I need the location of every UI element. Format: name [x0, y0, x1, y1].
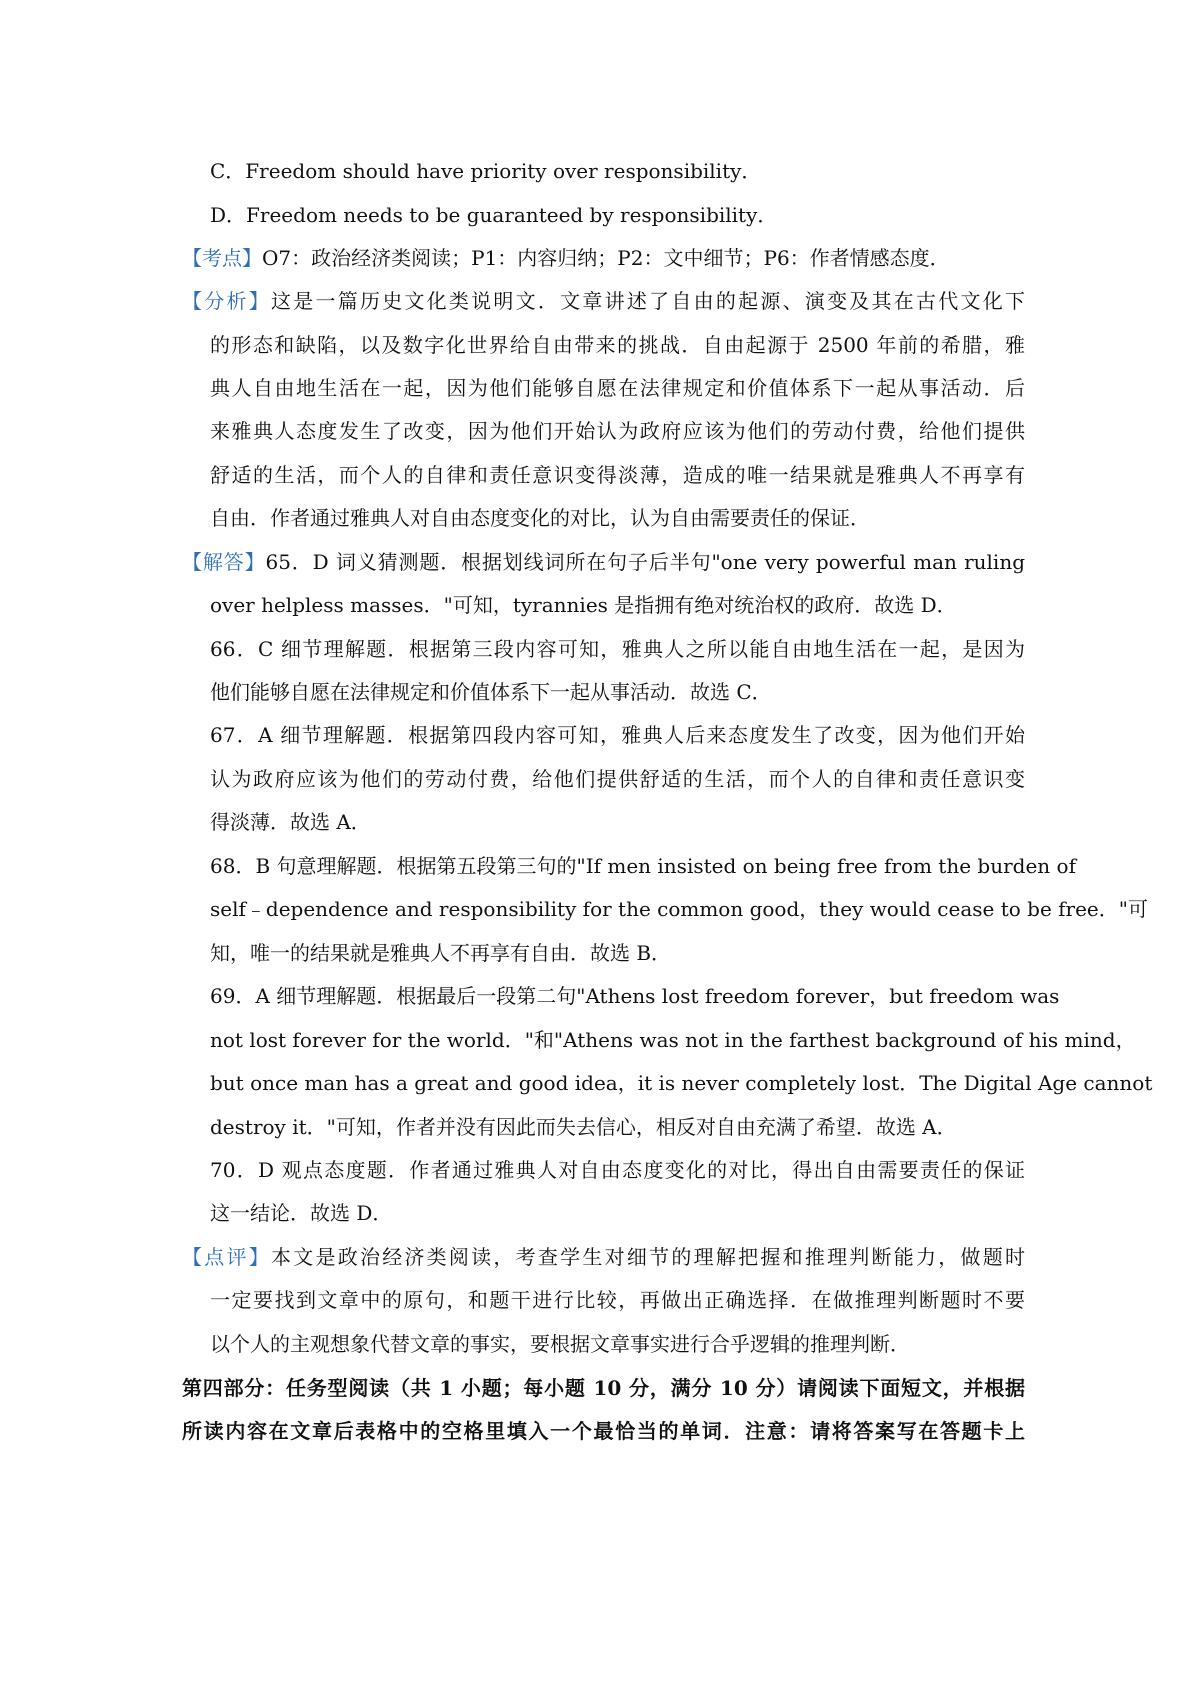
jieda-line-12: not lost forever for the world．"和"Athens was not in the farthest background of his mind，	[210, 1028, 1136, 1052]
dianping-line-3: 以个人的主观想象代替文章的事实，要根据文章事实进行合乎逻辑的推理判断．	[210, 1332, 910, 1356]
option-d: D．Freedom needs to be guaranteed by responsibility．	[210, 203, 778, 227]
jieda-line-9: self﹣dependence and responsibility for the common good，they would cease to be free．"可	[210, 897, 1148, 921]
fenxi-line-3: 典人自由地生活在一起，因为他们能够自愿在法律规定和价值体系下一起从事活动．后	[210, 376, 1025, 400]
option-c: C．Freedom should have priority over responsibility．	[210, 159, 762, 183]
jieda-line-10: 知，唯一的结果就是雅典人不再享有自由．故选 B．	[210, 941, 672, 965]
kaodian-text: O7：政治经济类阅读；P1：内容归纳；P2：文中细节；P6：作者情感态度．	[262, 246, 950, 270]
dianping-tag: 【点评】	[182, 1245, 271, 1269]
jieda-line-4: 他们能够自愿在法律规定和价值体系下一起从事活动．故选 C．	[210, 680, 772, 704]
jieda-tag: 【解答】	[182, 550, 266, 574]
kaodian-tag: 【考点】	[182, 246, 262, 270]
jieda-line-15: 70．D 观点态度题．作者通过雅典人对自由态度变化的对比，得出自由需要责任的保证	[210, 1158, 1025, 1182]
jieda-line-7: 得淡薄．故选 A．	[210, 810, 371, 834]
dianping-text-1: 本文是政治经济类阅读，考查学生对细节的理解把握和推理判断能力，做题时	[270, 1245, 1026, 1269]
section4-heading-line-1: 第四部分：任务型阅读（共 1 小题；每小题 10 分，满分 10 分）请阅读下面短文，并根据	[182, 1376, 1025, 1400]
jieda-line-1	[182, 547, 1025, 577]
jieda-line-16: 这一结论．故选 D．	[210, 1201, 393, 1225]
jieda-line-11: 69．A 细节理解题．根据最后一段第二句"Athens lost freedom forever，but freedom was	[210, 984, 1060, 1008]
jieda-text-1: 65．D 词义猜测题．根据划线词所在句子后半句"one very powerful man ruling	[265, 550, 1026, 574]
jieda-line-6: 认为政府应该为他们的劳动付费，给他们提供舒适的生活，而个人的自律和责任意识变	[210, 767, 1025, 791]
section4-heading-line-2: 所读内容在文章后表格中的空格里填入一个最恰当的单词．注意：请将答案写在答题卡上	[182, 1419, 1025, 1443]
fenxi-line-2: 的形态和缺陷，以及数字化世界给自由带来的挑战．自由起源于 2500 年前的希腊，雅	[210, 333, 1025, 357]
dianping-line-2: 一定要找到文章中的原句，和题干进行比较，再做出正确选择．在做推理判断题时不要	[210, 1288, 1025, 1312]
fenxi-line-6: 自由．作者通过雅典人对自由态度变化的对比，认为自由需要责任的保证．	[210, 506, 870, 530]
fenxi-line-1	[182, 286, 1025, 316]
jieda-line-14: destroy it．"可知，作者并没有因此而失去信心，相反对自由充满了希望．故选 A．	[210, 1115, 957, 1139]
fenxi-line-5: 舒适的生活，而个人的自律和责任意识变得淡薄，造成的唯一结果就是雅典人不再享有	[210, 463, 1025, 487]
jieda-line-8: 68．B 句意理解题．根据第五段第三句的"If men insisted on being free from the burden of	[210, 854, 1076, 878]
jieda-line-2: over helpless masses．"可知，tyrannies 是指拥有绝对统治权的政府．故选 D．	[210, 593, 957, 617]
jieda-line-13: but once man has a great and good idea，it is never completely lost．The Digital Age cannot	[210, 1071, 1153, 1095]
fenxi-line-4: 来雅典人态度发生了改变，因为他们开始认为政府应该为他们的劳动付费，给他们提供	[210, 419, 1025, 443]
jieda-line-3: 66．C 细节理解题．根据第三段内容可知，雅典人之所以能自由地生活在一起，是因为	[210, 637, 1025, 661]
jieda-line-5: 67．A 细节理解题．根据第四段内容可知，雅典人后来态度发生了改变，因为他们开始	[210, 723, 1025, 747]
kaodian-paragraph	[182, 243, 1025, 273]
dianping-line-1	[182, 1242, 1025, 1272]
fenxi-tag: 【分析】	[182, 289, 271, 313]
fenxi-text-1: 这是一篇历史文化类说明文．文章讲述了自由的起源、演变及其在古代文化下	[270, 289, 1026, 313]
